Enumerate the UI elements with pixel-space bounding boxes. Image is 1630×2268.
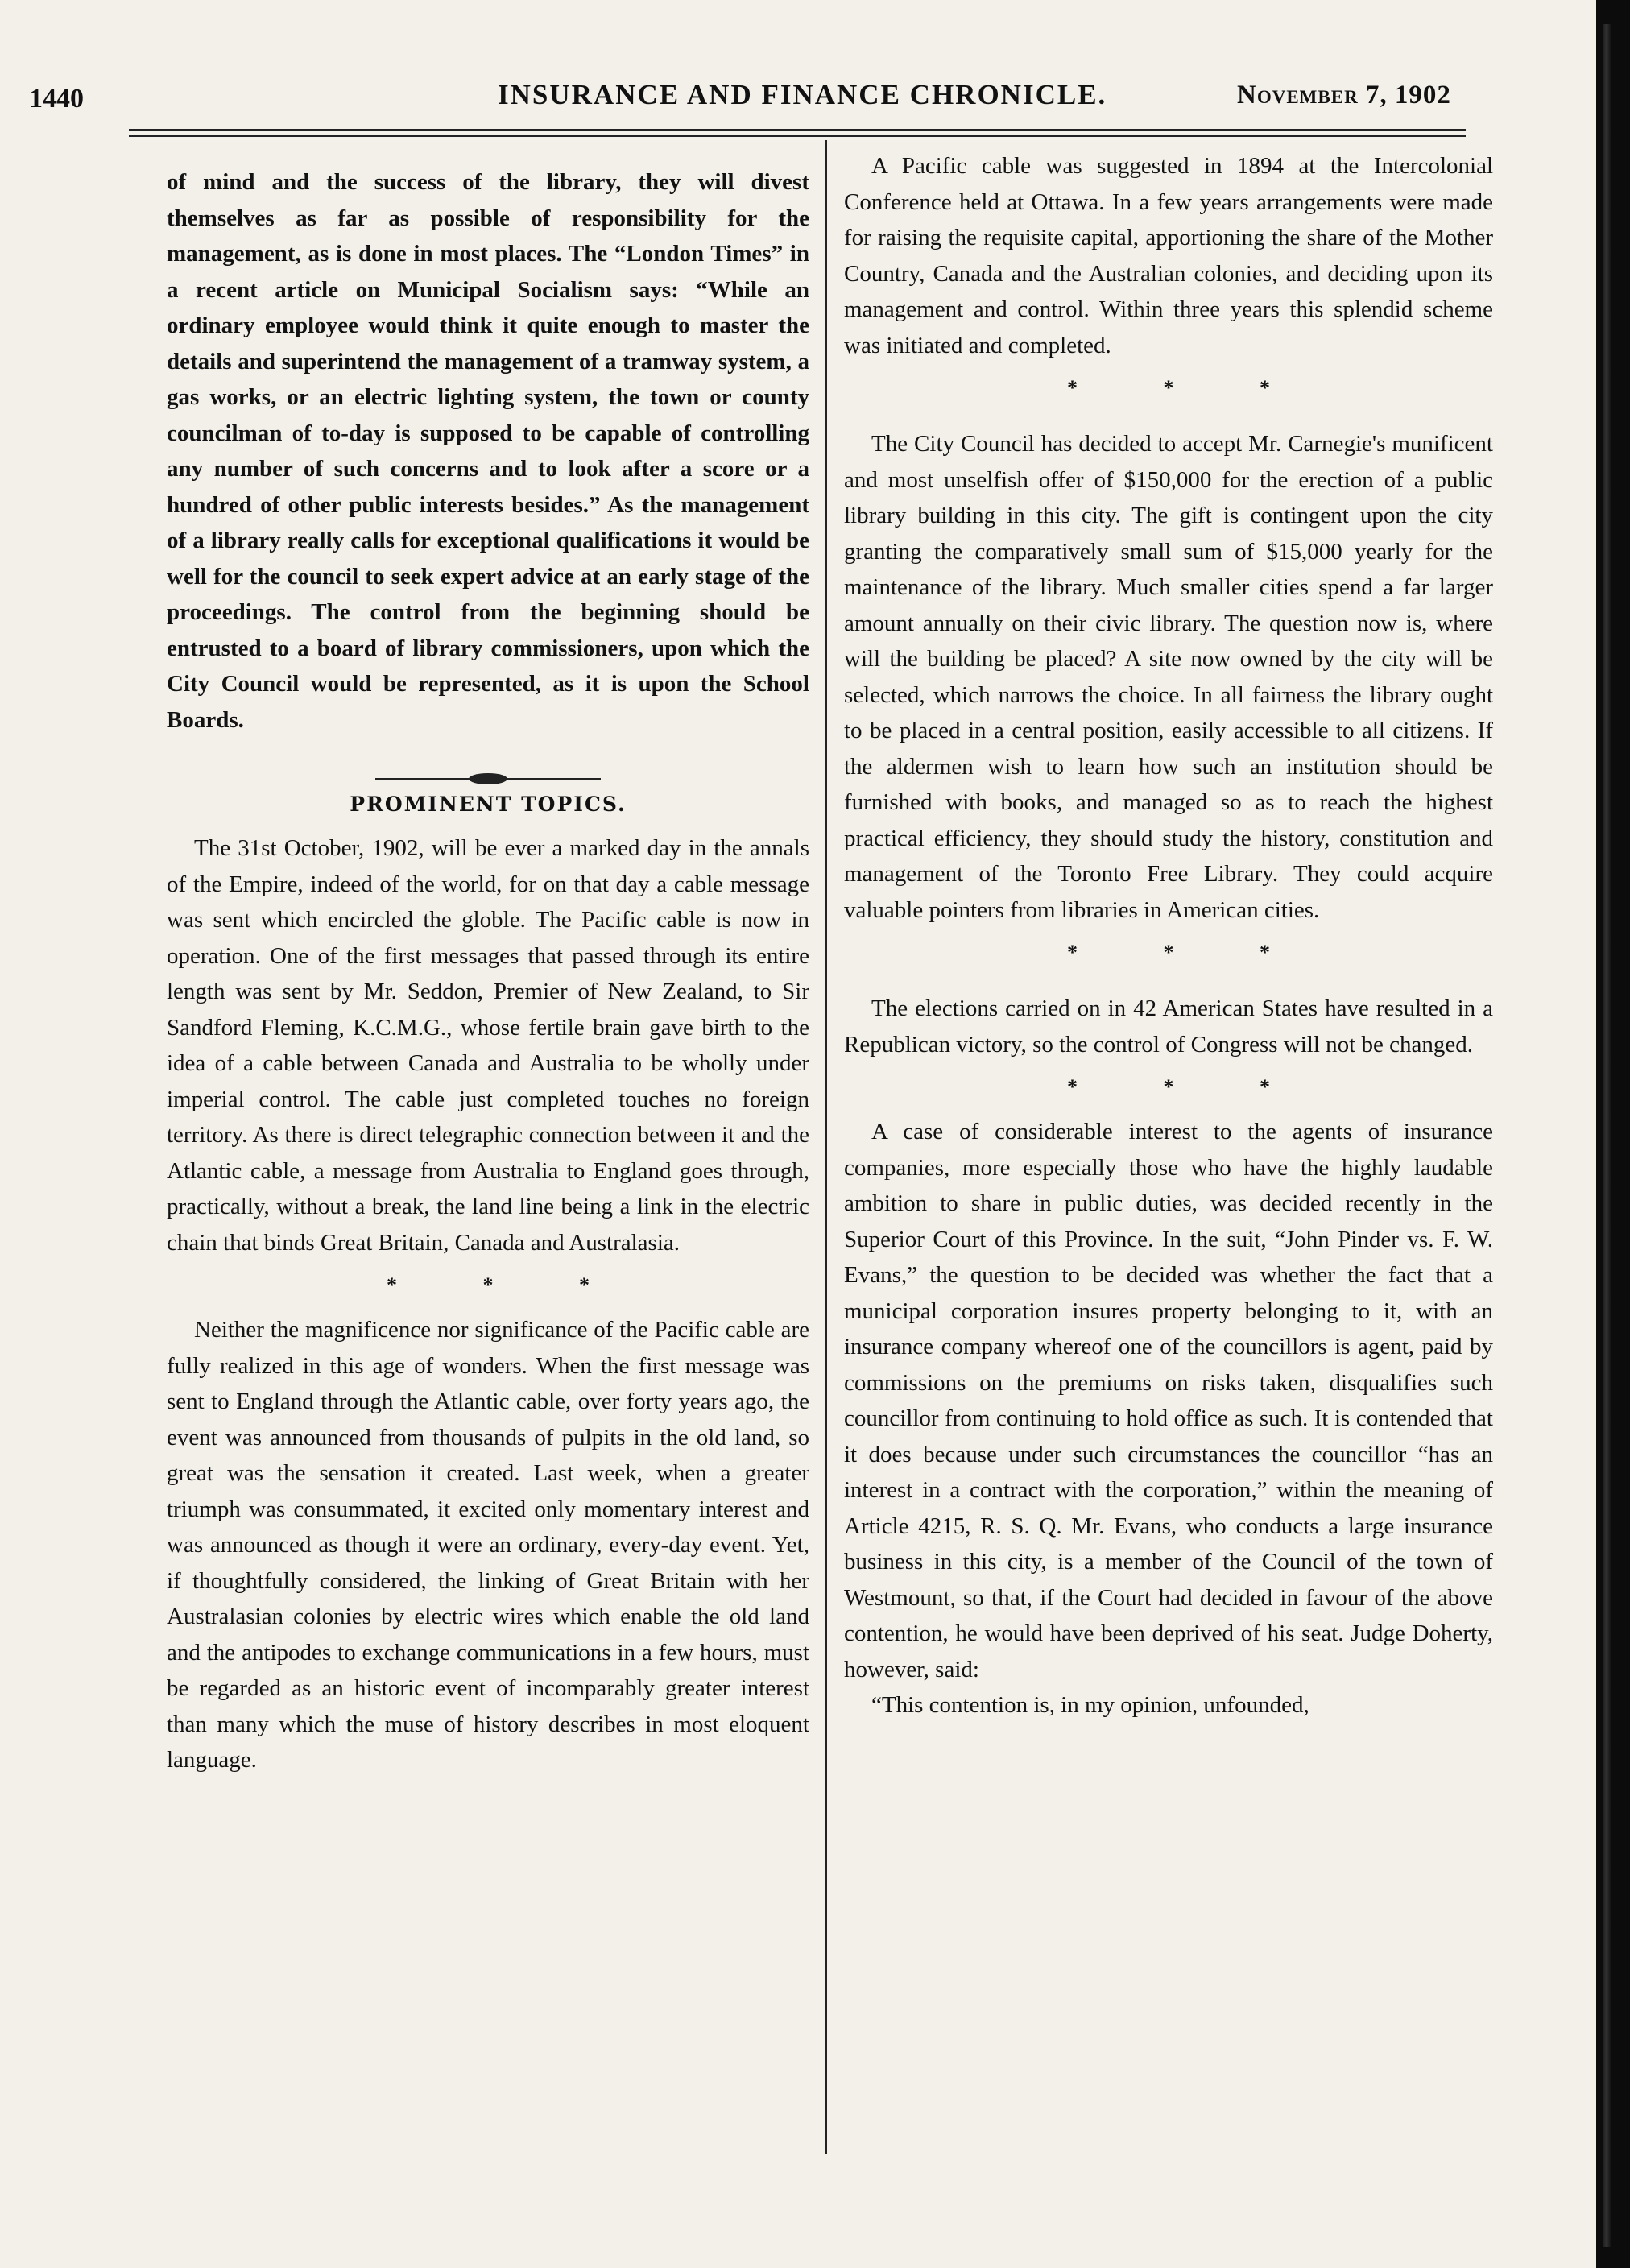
header-rule xyxy=(129,129,1466,131)
elections-paragraph: The elections carried on in 42 American States have resulted in a Republican victory, so the control of Congress will not be changed. xyxy=(844,995,1493,1057)
section-separator: * * * xyxy=(1067,941,1310,964)
issue-date: November 7, 1902 xyxy=(1237,81,1451,110)
section-separator: * * * xyxy=(1067,1075,1310,1099)
library-article-continuation: of mind and the success of the library, they will divest themselves as far as possible of responsibility for the management, as is done in most places. The “London Times” in a recent article on Municipal Socialism says: “While an ordinary employee would think it quite enough to master the details and superintend the management of a tramway system, a gas works, or an electric lighting system, the town or county councilman of to-day is supposed to be capable of controlling any number of such concerns and to look after a score or a hundred of other public interests besides.” As the management of a library really calls for exceptional qualifications it would be well for the council to seek expert advice at an early stage of the proceedings. The control from the beginning should be entrusted to a board of library commissioners, upon which the City Council would be represented, as it is upon the School Boards. xyxy=(167,169,809,733)
page-header xyxy=(29,77,1479,113)
column-divider xyxy=(825,140,827,2154)
page-edge xyxy=(1596,0,1630,2268)
pacific-cable-paragraph: The 31st October, 1902, will be ever a marked day in the annals of the Empire, indeed of the world, for on that day a cable message was sent which encircled the globle. The Pacific cable is now in operation. One of the first messages that passed through its entire length was sent by Mr. Seddon, Premier of New Zealand, to Sir Sandford Fleming, K.C.M.G., whose fertile brain gave birth to the idea of a cable between Canada and Australia to be wholly under imperial control. The cable just completed touches no foreign territory. As there is direct telegraphic connection between it and the Atlantic cable, a message from Australia to England goes through, practically, without a break, the land line being a link in the electric chain that binds Great Britain, Canada and Australasia. xyxy=(167,835,809,1256)
right-column xyxy=(844,148,1493,1724)
page-number: 1440 xyxy=(29,84,84,114)
header-rule-secondary xyxy=(129,135,1466,137)
publication-title: INSURANCE AND FINANCE CHRONICLE. xyxy=(498,79,1107,110)
carnegie-library-paragraph: The City Council has decided to accept Mr. Carnegie's munificent and most unselfish offer of $150,000 for the erection of a public library building in this city. The gift is contingent upon the city granting the comparatively small sum of $15,000 yearly for the maintenance of the library. Much smaller cities spend a far larger amount annually on their civic library. The question now is, where will the building be placed? A site now owned by the city will be selected, which narrows the choice. In all fairness the library ought to be placed in a central position, easily accessible to all citizens. If the aldermen wish to learn how such an institution should be furnished with books, and managed so as to reach the highest practical efficiency, they should study the history, constitution and management of the Toronto Free Library. They could acquire valuable pointers from libraries in American cities. xyxy=(844,431,1493,923)
section-separator: * * * xyxy=(387,1273,630,1297)
section-heading: PROMINENT TOPICS. xyxy=(350,793,627,816)
cable-significance-paragraph: Neither the magnificence nor significance of the Pacific cable are fully realized in this age of wonders. When the first message was sent to England through the Atlantic cable, over forty years ago, the event was announced from thousands of pulpits in the old land, so great was the sensation it created. Last week, when a greater triumph was consummated, it excited only momentary interest and was announced as though it were an ordinary, every-day event. Yet, if thoughtfully considered, the linking of Great Britain with her Australasian colonies by electric wires which enable the old land and the antipodes to exchange communications in a few hours, must be regarded as an historic event of incomparably greater interest than many which the muse of history describes in most eloquent language. xyxy=(167,1317,809,1773)
left-column xyxy=(167,164,809,1778)
judge-quote-paragraph: “This contention is, in my opinion, unfounded, xyxy=(871,1692,1309,1718)
spacer xyxy=(844,979,1493,991)
adjacent-page-strip xyxy=(1603,24,1611,2247)
spacer xyxy=(844,415,1493,426)
section-separator: * * * xyxy=(1067,376,1310,399)
section-ornament xyxy=(375,773,601,784)
pinder-evans-case-paragraph: A case of considerable interest to the agents of insurance companies, more especially those who have the highly laudable ambition to share in public duties, was decided recently in the Superior Court of this Province. In the suit, “John Pinder vs. F. W. Evans,” the question to be decided was whether the fact that a municipal corporation insures property belonging to it, with an insurance company whereof one of the councillors is agent, paid by commissions on the premiums on risks taken, disqualifies such councillor from continuing to hold office as such. It is contended that it does because under such circumstances the councillor “has an interest in a contract with the corporation,” within the meaning of Article 4215, R. S. Q. Mr. Evans, who conducts a large insurance business in this city, is a member of the Council of the town of Westmount, so that, if the Court had decided in favour of the above contention, he would have been deprived of his seat. Judge Doherty, however, said: xyxy=(844,1119,1493,1682)
ornament-center xyxy=(469,773,507,784)
pacific-cable-history-paragraph: A Pacific cable was suggested in 1894 at the Intercolonial Conference held at Ottawa. In a few years arrangements were made for raising the requisite capital, apportioning the share of the Mother Country, Canada and the Australian colonies, and deciding upon its management and control. Within three years this splendid scheme was initiated and completed. xyxy=(844,153,1493,358)
